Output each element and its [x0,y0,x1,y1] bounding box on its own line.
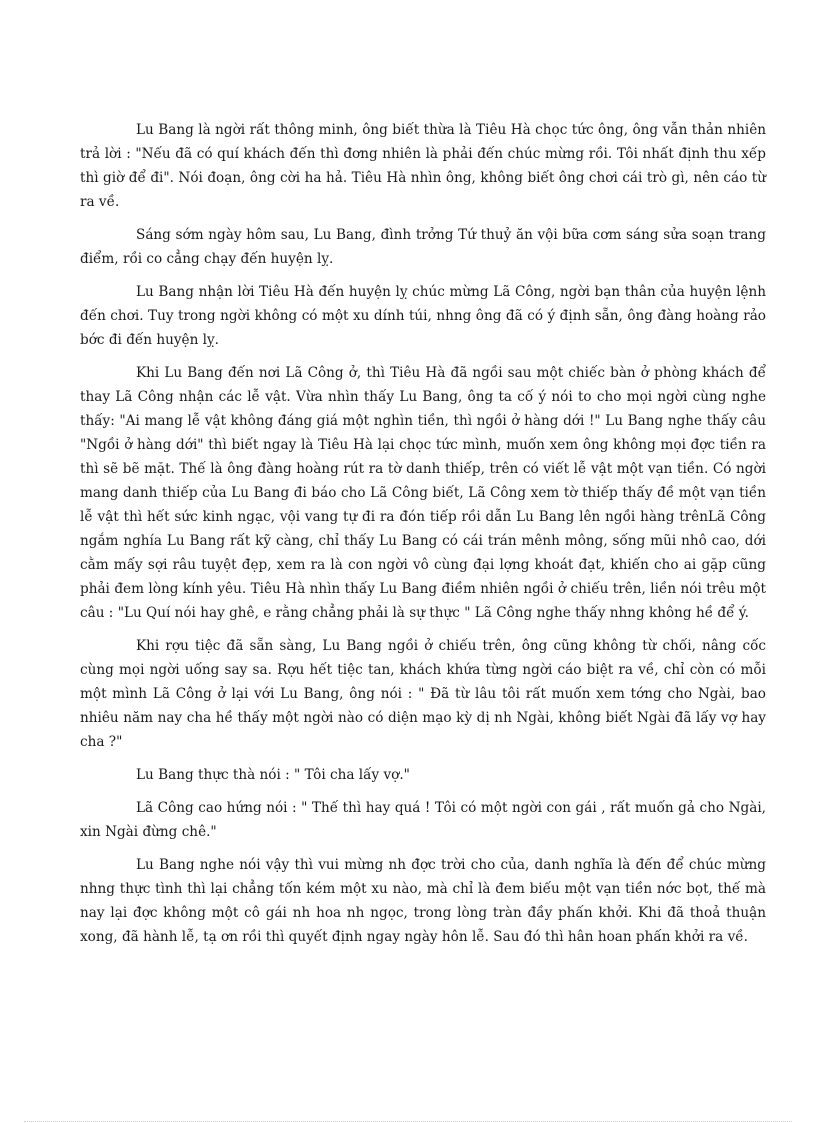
paragraph-2: Sáng sớm ngày hôm sau, Lu Bang, đình trởng Tứ thuỷ ăn vội bữa cơm sáng sửa soạn trang điểm, rồi co cẳng chạy đến huyện lỵ. [80,227,766,267]
paragraph-5: Khi rợu tiệc đã sẵn sàng, Lu Bang ngồi ở chiếu trên, ông cũng không từ chối, nâng cốc cùng mọi ngời uống say sa. Rợu hết tiệc tan, khách khứa từng ngời cáo biệt ra về, chỉ còn có mỗi một mình Lã Công ở lại với Lu Bang, ông nói : " Đã từ lâu tôi rất muốn xem tớng cho Ngài, bao nhiêu năm nay cha hề thấy một ngời nào có diện mạo kỳ dị nh Ngài, không biết Ngài đã lấy vợ hay cha ?" [80,638,766,750]
paragraph-7: Lã Công cao hứng nói : " Thế thì hay quá ! Tôi có một ngời con gái , rất muốn gả cho Ngài, xin Ngài đừng chê." [80,800,766,840]
paragraph-3: Lu Bang nhận lời Tiêu Hà đến huyện lỵ chúc mừng Lã Công, ngời bạn thân của huyện lệnh đến chơi. Tuy trong ngời không có một xu dính túi, nhng ông đã có ý định sẵn, ông đàng hoàng rảo bớc đi đến huyện lỵ. [80,284,766,348]
document-body [80,118,766,958]
paragraph-6: Lu Bang thực thà nói : " Tôi cha lấy vợ." [136,767,410,783]
page-bottom-divider [24,1121,792,1122]
paragraph-1: Lu Bang là ngời rất thông minh, ông biết thừa là Tiêu Hà chọc tức ông, ông vẫn thản nhiên trả lời : "Nếu đã có quí khách đến thì đơng nhiên là phải đến chúc mừng rồi. Tôi nhất định thu xếp thì giờ để đi". Nói đoạn, ông cời ha hả. Tiêu Hà nhìn ông, không biết ông chơi cái trò gì, nên cáo từ ra về. [80,122,766,210]
paragraph-4: Khi Lu Bang đến nơi Lã Công ở, thì Tiêu Hà đã ngồi sau một chiếc bàn ở phòng khách để thay Lã Công nhận các lễ vật. Vừa nhìn thấy Lu Bang, ông ta cố ý nói to cho mọi ngời cùng nghe thấy: "Ai mang lễ vật không đáng giá một nghìn tiền, thì ngồi ở hàng dới !" Lu Bang nghe thấy câu "Ngồi ở hàng dới" thì biết ngay là Tiêu Hà lại chọc tức mình, muốn xem ông không mọi đợc tiền ra thì sẽ bẽ mặt. Thế là ông đàng hoàng rút ra tờ danh thiếp, trên có viết lễ vật một vạn tiền. Có ngời mang danh thiếp của Lu Bang đi báo cho Lã Công biết, Lã Công xem tờ thiếp thấy đề một vạn tiền lễ vật thì hết sức kinh ngạc, vội vang tự đi ra đón tiếp rồi dẫn Lu Bang lên ngồi hàng trênLã Công ngắm nghía Lu Bang rất kỹ càng, chỉ thấy Lu Bang có cái trán mênh mông, sống mũi nhô cao, dới cằm mấy sợi râu tuyệt đẹp, xem ra là con ngời vô cùng đại lợng khoát đạt, khiến cho ai gặp cũng phải đem lòng kính yêu. Tiêu Hà nhìn thấy Lu Bang điềm nhiên ngồi ở chiếu trên, liền nói trêu một câu : "Lu Quí nói hay ghê, e rằng chẳng phải là sự thực " Lã Công nghe thấy nhng không hề để ý. [80,365,766,621]
paragraph-8: Lu Bang nghe nói vậy thì vui mừng nh đợc trời cho của, danh nghĩa là đến để chúc mừng nhng thực tình thì lại chẳng tốn kém một xu nào, mà chỉ là đem biếu một vạn tiền nớc bọt, thế mà nay lại đợc không một cô gái nh hoa nh ngọc, trong lòng tràn đầy phấn khởi. Khi đã thoả thuận xong, đã hành lễ, tạ ơn rồi thì quyết định ngay ngày hôn lễ. Sau đó thì hân hoan phấn khởi ra về. [80,857,766,945]
